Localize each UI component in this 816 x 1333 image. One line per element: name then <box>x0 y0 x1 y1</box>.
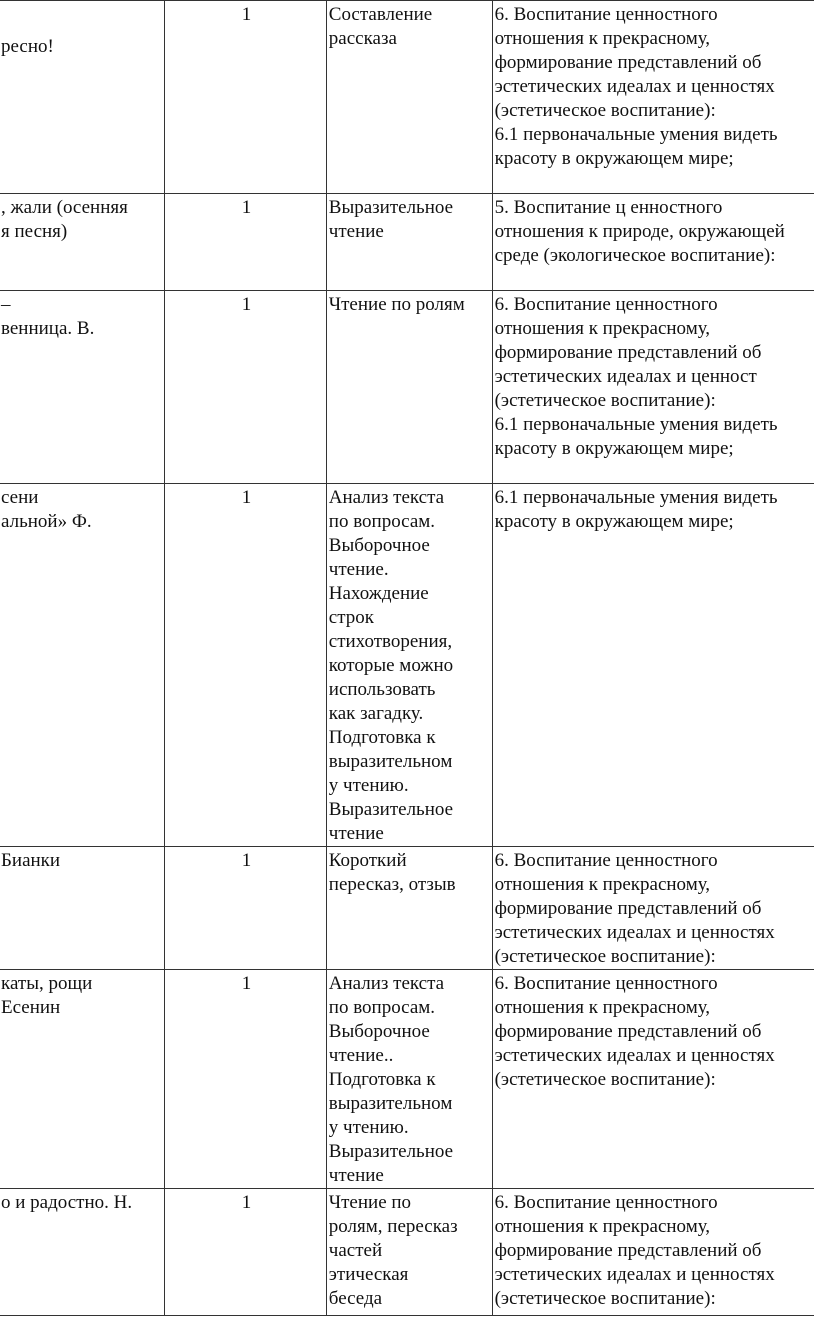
values-cell: 5. Воспитание ц енностного отношения к природе, окружающей среде (экологическое воспитание): <box>492 194 814 291</box>
table-row <box>0 1 814 194</box>
activity-cell: Короткий пересказ, отзыв <box>326 847 492 970</box>
values-cell: 6. Воспитание ценностного отношения к прекрасному, формирование представлений об эстетических идеалах и ценностях (эстетическое воспитание): 6.1 первоначальные умения видеть красоту в окружающем мире; <box>492 1 814 194</box>
hours-cell: 1 <box>165 1 327 194</box>
activity-cell: Анализ текста по вопросам. Выборочное чтение. Нахождение строк стихотворения, которые можно использовать как загадку. Подготовка к выразительном у чтению. Выразительное чтение <box>326 484 492 847</box>
activity-cell: Чтение по ролям <box>326 291 492 484</box>
topic-cell: о и радостно. Н. <box>0 1189 165 1316</box>
hours-cell: 1 <box>165 847 327 970</box>
table-row <box>0 194 814 291</box>
hours-cell: 1 <box>165 291 327 484</box>
values-cell: 6. Воспитание ценностного отношения к прекрасному, формирование представлений об эстетических идеалах и ценностях (эстетическое воспитание): <box>492 970 814 1189</box>
values-cell: 6. Воспитание ценностного отношения к прекрасному, формирование представлений об эстетических идеалах и ценностях (эстетическое воспитание): <box>492 847 814 970</box>
topic-cell: , жали (осенняя я песня) <box>0 194 165 291</box>
topic-cell: ресно! <box>0 1 165 194</box>
values-cell: 6.1 первоначальные умения видеть красоту в окружающем мире; <box>492 484 814 847</box>
table-row <box>0 970 814 1189</box>
topic-cell: сени альной» Ф. <box>0 484 165 847</box>
table-row <box>0 484 814 847</box>
activity-cell: Анализ текста по вопросам. Выборочное чтение.. Подготовка к выразительном у чтению. Выразительное чтение <box>326 970 492 1189</box>
values-cell: 6. Воспитание ценностного отношения к прекрасному, формирование представлений об эстетических идеалах и ценностях (эстетическое воспитание): <box>492 1189 814 1316</box>
topic-cell: Бианки <box>0 847 165 970</box>
hours-cell: 1 <box>165 1189 327 1316</box>
activity-cell: Составление рассказа <box>326 1 492 194</box>
activity-cell: Чтение по ролям, пересказ частей этическая беседа <box>326 1189 492 1316</box>
hours-cell: 1 <box>165 194 327 291</box>
values-cell: 6. Воспитание ценностного отношения к прекрасному, формирование представлений об эстетических идеалах и ценност (эстетическое воспитание): 6.1 первоначальные умения видеть красоту в окружающем мире; <box>492 291 814 484</box>
topic-cell: каты, рощи Есенин <box>0 970 165 1189</box>
topic-cell: – венница. В. <box>0 291 165 484</box>
hours-cell: 1 <box>165 970 327 1189</box>
table-row <box>0 291 814 484</box>
table-row <box>0 847 814 970</box>
activity-cell: Выразительное чтение <box>326 194 492 291</box>
table-row <box>0 1189 814 1316</box>
hours-cell: 1 <box>165 484 327 847</box>
